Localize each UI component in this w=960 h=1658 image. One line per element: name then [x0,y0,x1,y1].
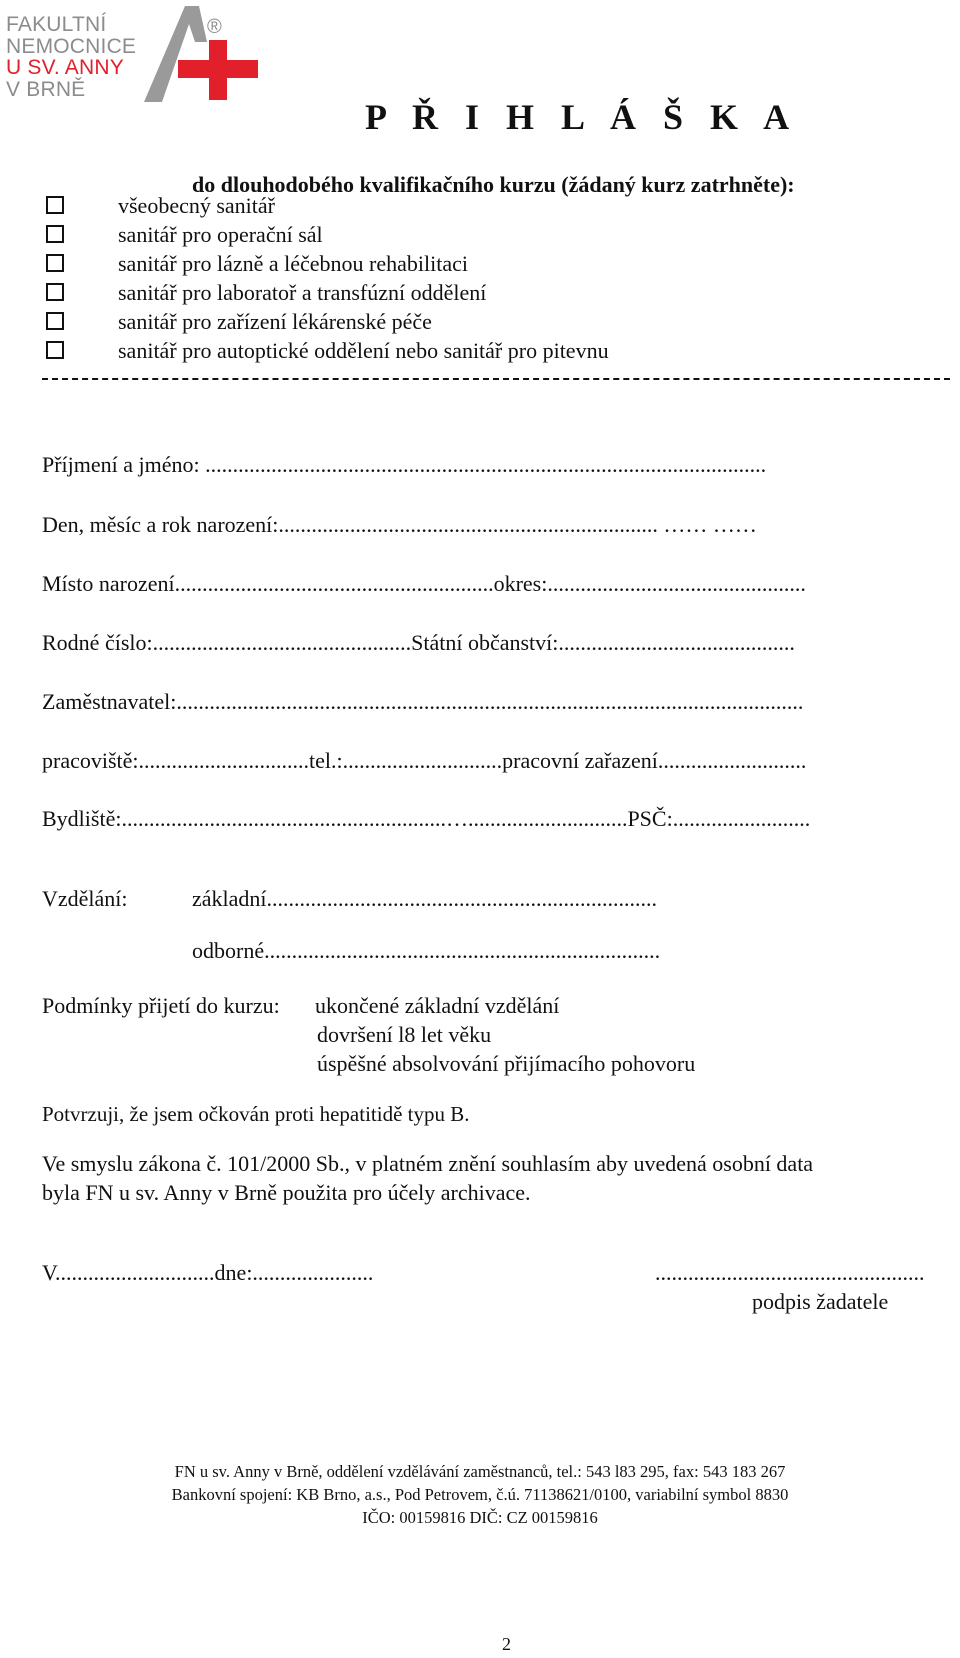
condition-item: ukončené základní vzdělání [315,993,560,1018]
logo-line-2: NEMOCNICE [6,34,137,58]
course-label: sanitář pro lázně a léčebnou rehabilitaci [118,251,468,276]
checkbox-icon[interactable] [46,283,64,301]
course-subtitle: do dlouhodobého kvalifikačního kurzu (žádaný kurz zatrhněte): [192,172,795,197]
page-number: 2 [502,1634,511,1654]
course-label: sanitář pro laboratoř a transfúzní oddělení [118,280,487,305]
course-option-1[interactable] [46,193,275,219]
signature-label: podpis žadatele [752,1289,889,1314]
logo-mark-icon [2,2,264,108]
conditions-label: Podmínky přijetí do kurzu: [42,993,280,1018]
education-professional-field[interactable]: odborné........................................................................ [192,938,661,963]
course-option-3[interactable] [46,251,468,277]
workplace-field[interactable]: pracoviště:...............................tel.:.............................pracovní zařazení........................... [42,748,807,773]
residence-field[interactable]: Bydliště:...........................................................….............................PSČ:......................... [42,806,811,831]
birth-place-field[interactable]: Místo narození..........................................................okres:............................................... [42,571,806,596]
employer-field[interactable]: Zaměstnavatel:.................................................................................................................. [42,689,804,714]
education-basic-field[interactable]: základní....................................................................... [192,886,658,911]
registered-mark: ® [207,16,222,38]
page-title: P Ř I H L Á Š K A [365,97,799,137]
condition-item: úspěšné absolvování přijímacího pohovoru [317,1051,696,1076]
course-option-5[interactable] [46,309,432,335]
logo-line-4: V BRNĚ [6,77,86,101]
course-label: sanitář pro autoptické oddělení nebo sanitář pro pitevnu [118,338,609,363]
footer-ids: IČO: 00159816 DIČ: CZ 00159816 [362,1508,598,1527]
consent-line-1: Ve smyslu zákona č. 101/2000 Sb., v platném znění souhlasím aby uvedená osobní data [42,1151,814,1176]
education-label: Vzdělání: [42,886,128,911]
checkbox-icon[interactable] [46,225,64,243]
course-label: sanitář pro operační sál [118,222,323,247]
hospital-logo [2,2,264,108]
footer-bank: Bankovní spojení: KB Brno, a.s., Pod Petrovem, č.ú. 71138621/0100, variabilní symbol 8830 [171,1485,789,1504]
course-option-6[interactable] [46,338,609,364]
name-field[interactable]: Příjmení a jméno: ...................................................................................................... [42,452,767,477]
condition-item: dovršení l8 let věku [317,1022,492,1047]
course-option-2[interactable] [46,222,323,248]
checkbox-icon[interactable] [46,312,64,330]
consent-line-2: byla FN u sv. Anny v Brně použita pro účely archivace. [42,1180,531,1205]
signature-line[interactable]: ................................................. [655,1260,925,1285]
birth-date-field[interactable]: Den, měsíc a rok narození:..................................................................... …… …… [42,512,757,537]
checkbox-icon[interactable] [46,341,64,359]
logo-line-1: FAKULTNÍ [6,13,107,36]
course-label: všeobecný sanitář [118,193,275,218]
hepatitis-statement: Potvrzuji, že jsem očkován proti hepatitidě typu B. [42,1102,470,1126]
course-label: sanitář pro zařízení lékárenské péče [118,309,432,334]
place-date-field[interactable]: V.............................dne:...................... [42,1260,374,1285]
checkbox-icon[interactable] [46,196,64,214]
birth-number-field[interactable]: Rodné číslo:...............................................Státní občanství:........................................... [42,630,795,655]
checkbox-icon[interactable] [46,254,64,272]
footer-contact: FN u sv. Anny v Brně, oddělení vzdělávání zaměstnanců, tel.: 543 l83 295, fax: 543 183 267 [174,1462,786,1481]
course-option-4[interactable] [46,280,486,306]
dashed-separator [42,378,950,380]
logo-line-3: U SV. ANNY [6,56,124,79]
